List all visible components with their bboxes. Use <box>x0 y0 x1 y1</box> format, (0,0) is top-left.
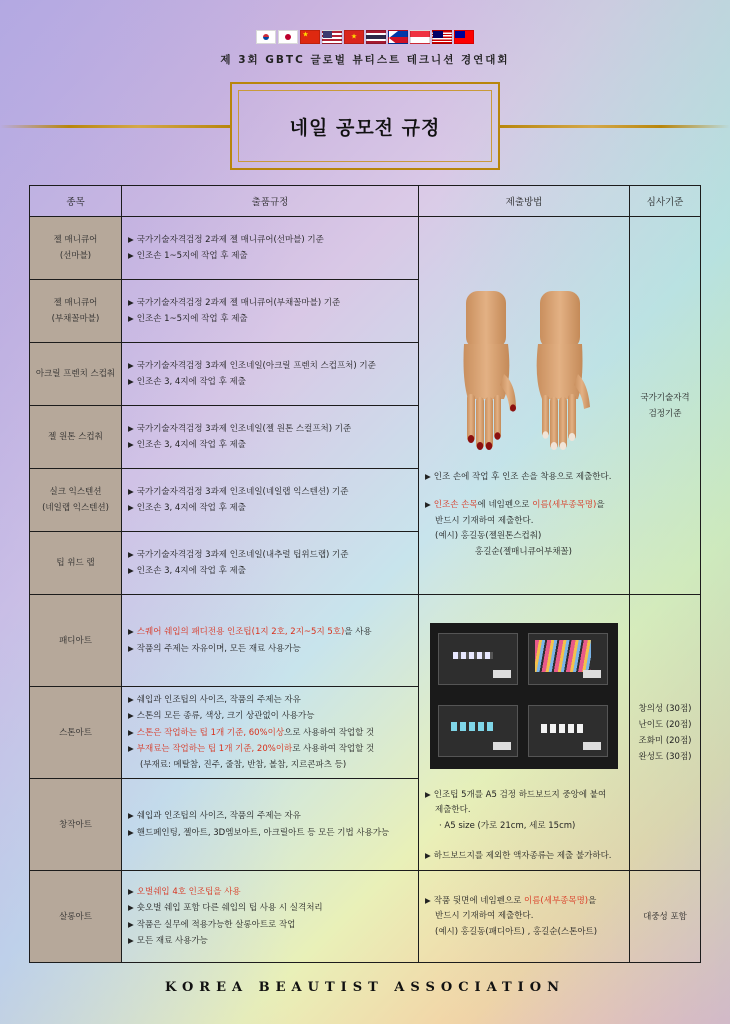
footer-association: KOREA BEAUTIST ASSOCIATION <box>165 980 565 995</box>
judging-cell-national: 국가기술자격 검정기준 <box>630 217 701 595</box>
tip-board-photo <box>430 623 618 769</box>
header-category: 종목 <box>30 186 122 217</box>
bullet-triangle-icon: ▶ <box>128 936 134 945</box>
submit-method-cell-hands <box>419 217 630 595</box>
submit-method-cell-art <box>419 595 630 871</box>
rule-cell: ▶ 국가기술자격검정 3과제 인조네일(네일랩 익스텐션) 기준 ▶ 인조손 3, 4지에 작업 후 제출 <box>122 469 419 532</box>
header-submit-method: 제출방법 <box>419 186 630 217</box>
rule-cell: ▶ 국가기술자격검정 3과제 인조네일(아크릴 프렌치 스컵프처) 기준 ▶ 인조손 3, 4지에 작업 후 제출 <box>122 343 419 406</box>
bullet-triangle-icon: ▶ <box>128 811 134 820</box>
submit-instructions-art: ▶ 인조팁 5개를 A5 검정 하드보드지 중앙에 붙여 제출한다. · A5 size (가로 21cm, 세로 15cm) ▶ 하드보드지를 제외한 액자종류는 제출 불가하다. <box>425 789 612 861</box>
bullet-triangle-icon: ▶ <box>128 727 134 737</box>
rule-cell: ▶ 국가기술자격검정 2과제 젤 매니큐어(선마블) 기준 ▶ 인조손 1~5지에 작업 후 제출 <box>122 217 419 280</box>
taiwan-flag-icon <box>454 30 474 44</box>
category-cell: 살롱아트 <box>30 871 122 963</box>
judging-cell-art: 창의성 (30점) 난이도 (20점) 조화미 (20점) 완성도 (30점) <box>630 595 701 871</box>
rule-cell: ▶ 국가기술자격검정 2과제 젤 매니큐어(부채꼴마블) 기준 ▶ 인조손 1~5지에 작업 후 제출 <box>122 280 419 343</box>
bullet-triangle-icon: ▶ <box>128 903 134 912</box>
bullet-triangle-icon: ▶ <box>425 851 431 860</box>
submit-method-cell-salon: ▶ 작품 뒷면에 네임펜으로 이름(세부종목명)을 반드시 기재하여 제출한다. (예시) 홍길동(패디아트) , 홍길순(스톤아트) <box>419 871 630 963</box>
china-flag-icon: ★ <box>300 30 320 44</box>
bullet-triangle-icon: ▶ <box>128 440 134 449</box>
bullet-triangle-icon: ▶ <box>128 643 134 653</box>
contest-subtitle: 제 3회 GBTC 글로벌 뷰티스트 테크니션 경연대회 <box>220 54 510 66</box>
bullet-triangle-icon: ▶ <box>128 314 134 323</box>
rule-cell: ▶ 국가기술자격검정 3과제 인조네일(젤 원톤 스컬프처) 기준 ▶ 인조손 3, 4지에 작업 후 제출 <box>122 406 419 469</box>
gold-divider-left <box>0 125 230 128</box>
bullet-triangle-icon: ▶ <box>425 500 431 510</box>
category-cell: 스톤아트 <box>30 687 122 779</box>
malaysia-flag-icon <box>432 30 452 44</box>
submit-instructions-top: ▶ 인조 손에 작업 후 인조 손을 착용으로 제출한다. ▶ 인조손 손목에 네임펜으로 이름(세부종목명)을 반드시 기재하여 제출한다. (예시) 홍길동(젤원톤스컵춰) 홍길순(젤매니큐어부채꼴) <box>425 471 612 557</box>
bullet-triangle-icon: ▶ <box>128 886 134 896</box>
table-row <box>30 871 701 963</box>
bullet-triangle-icon: ▶ <box>425 789 431 799</box>
bullet-triangle-icon: ▶ <box>128 827 134 837</box>
bullet-triangle-icon: ▶ <box>128 694 134 704</box>
title-frame <box>230 82 500 170</box>
page-title: 네일 공모전 규정 <box>289 116 441 139</box>
category-cell: 창작아트 <box>30 779 122 871</box>
bullet-triangle-icon: ▶ <box>128 549 134 559</box>
philippines-flag-icon <box>388 30 408 44</box>
rule-cell: ▶ 쉐입과 인조팁의 사이즈, 작품의 주제는 자유 ▶ 핸드페인팅, 젤아트, 3D엠보아트, 아크릴아트 등 모든 기법 사용가능 <box>122 779 419 871</box>
gold-divider-right <box>500 125 730 128</box>
bullet-triangle-icon: ▶ <box>128 297 134 307</box>
flag-row <box>0 30 730 44</box>
table-row <box>30 595 701 687</box>
rules-table <box>29 185 701 963</box>
header-judging: 심사기준 <box>630 186 701 217</box>
category-cell: 팁 위드 랩 <box>30 532 122 595</box>
category-cell: 젤 매니큐어 (부채꼴마블) <box>30 280 122 343</box>
bullet-triangle-icon: ▶ <box>128 377 134 386</box>
rule-cell: ▶ 스퀘어 쉐입의 패디전용 인조팁(1지 2호, 2지~5지 5호)을 사용 ▶ 작품의 주제는 자유이며, 모든 재료 사용가능 <box>122 595 419 687</box>
thailand-flag-icon <box>366 30 386 44</box>
japan-flag-icon <box>278 30 298 44</box>
usa-flag-icon <box>322 30 342 44</box>
bullet-triangle-icon: ▶ <box>128 744 134 754</box>
category-cell: 아크릴 프렌치 스컵춰 <box>30 343 122 406</box>
bullet-triangle-icon: ▶ <box>128 423 134 433</box>
category-cell: 젤 매니큐어 (선마블) <box>30 217 122 280</box>
bullet-triangle-icon: ▶ <box>425 471 431 481</box>
singapore-flag-icon <box>410 30 430 44</box>
bullet-triangle-icon: ▶ <box>128 711 134 721</box>
rule-cell: ▶ 쉐입과 인조팁의 사이즈, 작품의 주제는 자유 ▶ 스톤의 모든 종류, 색상, 크기 상관없이 사용가능 ▶ 스톤은 작업하는 팁 1개 기준, 60%이상으로 사용하여 작업할 것 ▶ 부재료는 작업하는 팁 1개 기준, 20%이하로 사용하여 작업할 것 (부재료: 메탈참, 진주, 줄참, 반참, 볼참, 지르콘파츠 등) <box>122 687 419 779</box>
bullet-triangle-icon: ▶ <box>128 919 134 929</box>
header-entry-rules: 출품규정 <box>122 186 419 217</box>
table-header-row <box>30 186 701 217</box>
bullet-triangle-icon: ▶ <box>128 234 134 244</box>
rule-cell: ▶ 오벌쉐입 4호 인조팁을 사용 ▶ 숏오벌 쉐입 포함 다른 쉐입의 팁 사용 시 실격처리 ▶ 작품은 실무에 적용가능한 살롱아트로 작업 ▶ 모든 재료 사용가능 <box>122 871 419 963</box>
bullet-triangle-icon: ▶ <box>128 566 134 575</box>
mannequin-hands-image <box>454 289 594 459</box>
bullet-triangle-icon: ▶ <box>128 627 134 636</box>
bullet-triangle-icon: ▶ <box>128 251 134 260</box>
category-cell: 젤 원톤 스컵춰 <box>30 406 122 469</box>
bullet-triangle-icon: ▶ <box>128 360 134 370</box>
korea-flag-icon <box>256 30 276 44</box>
rule-cell: ▶ 국가기술자격검정 3과제 인조네일(내추럴 팁위드랩) 기준 ▶ 인조손 3, 4지에 작업 후 제출 <box>122 532 419 595</box>
bullet-triangle-icon: ▶ <box>128 503 134 512</box>
vietnam-flag-icon: ★ <box>344 30 364 44</box>
bullet-triangle-icon: ▶ <box>425 895 431 905</box>
category-cell: 실크 익스텐션 (네일랩 익스텐션) <box>30 469 122 532</box>
judging-cell-salon: 대중성 포함 <box>630 871 701 963</box>
bullet-triangle-icon: ▶ <box>128 486 134 496</box>
table-row <box>30 217 701 280</box>
category-cell: 패디아트 <box>30 595 122 687</box>
